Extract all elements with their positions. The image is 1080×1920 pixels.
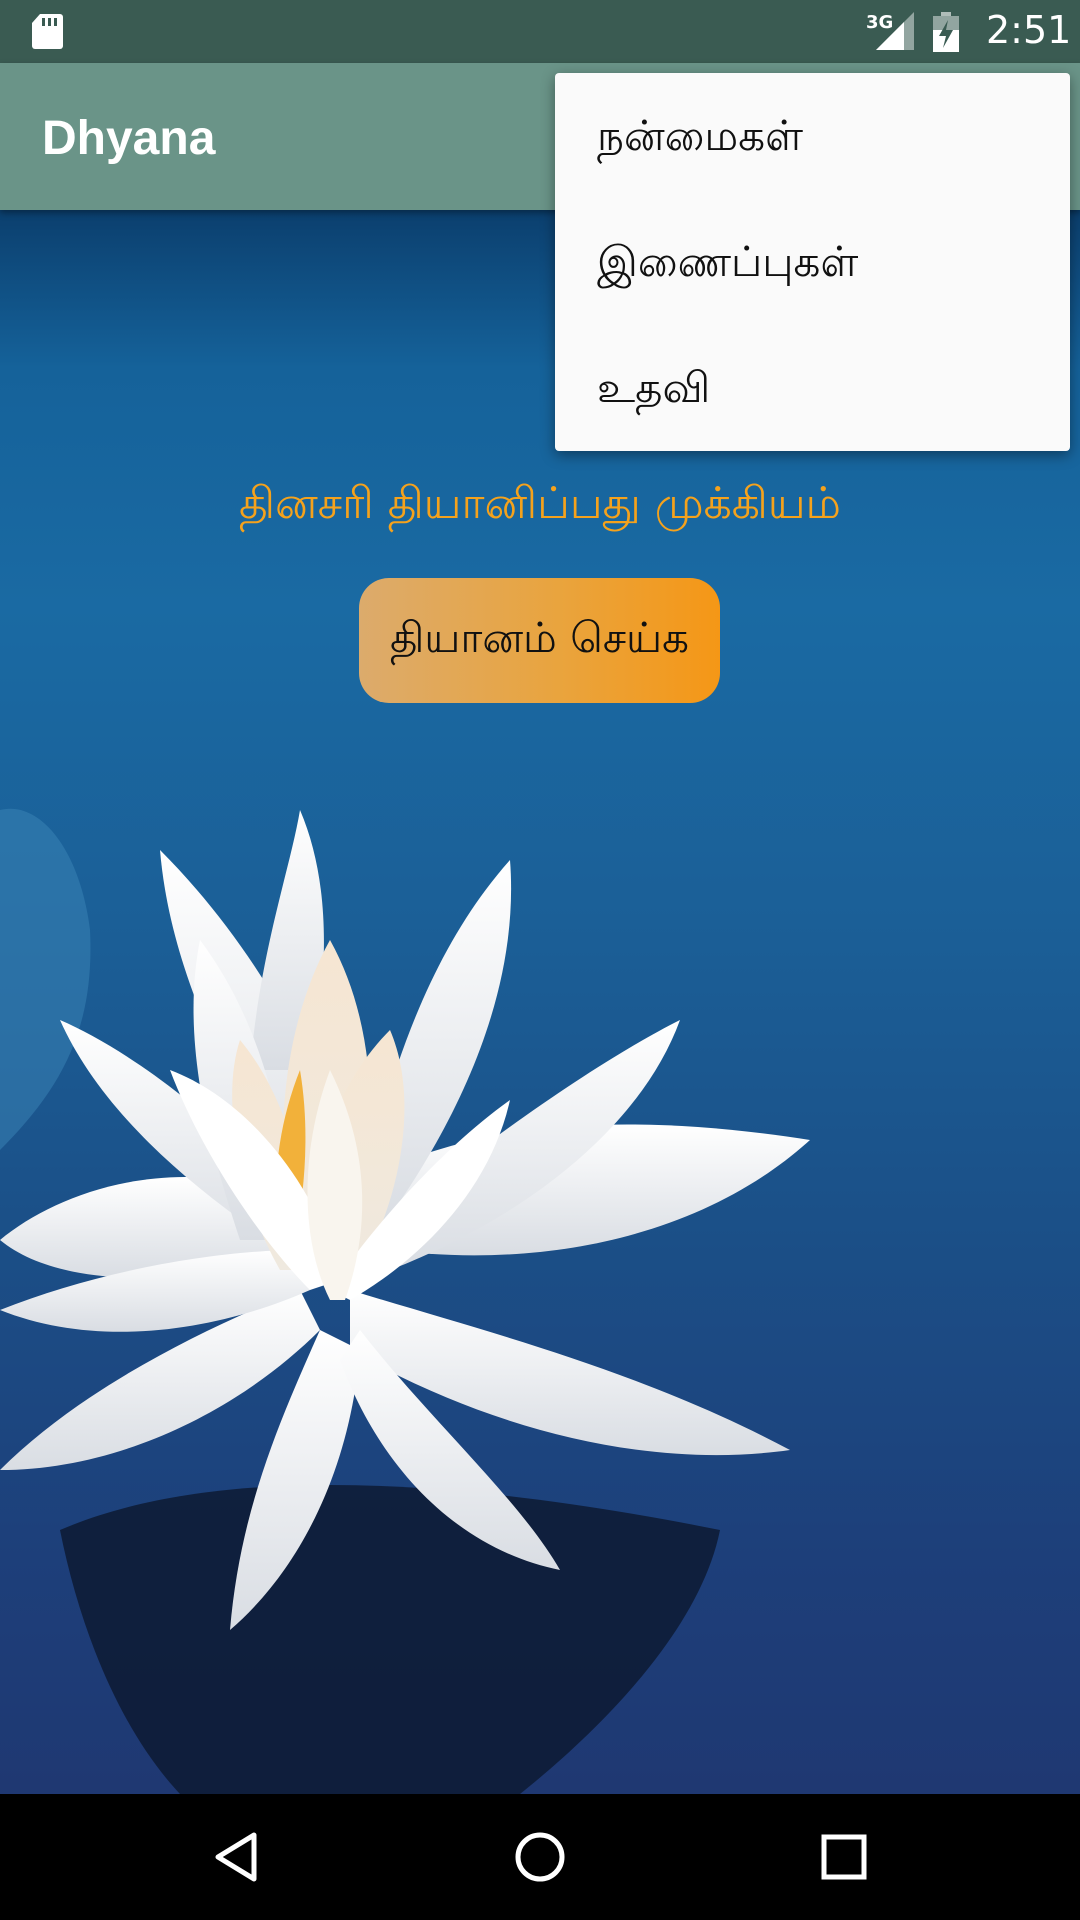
clock: 2:51 [986,8,1072,52]
status-bar [0,0,1080,63]
meditate-button[interactable]: தியானம் செய்க [359,578,720,703]
navigation-bar [0,1794,1080,1920]
battery-charging-icon [932,12,960,52]
lotus-image [0,770,840,1794]
back-icon[interactable] [206,1827,266,1887]
menu-item-benefits[interactable]: நன்மைகள் [597,111,803,160]
recents-icon[interactable] [814,1827,874,1887]
daily-meditation-motto: தினசரி தியானிப்பது முக்கியம் [239,478,841,529]
menu-item-help[interactable]: உதவி [597,363,711,412]
app-title: Dhyana [42,112,216,165]
sd-card-icon [30,12,64,50]
home-icon[interactable] [510,1827,570,1887]
network-type-label: 3G [866,12,894,33]
overflow-menu [555,73,1070,451]
menu-item-links[interactable]: இணைப்புகள் [597,237,859,286]
signal-icon [870,12,914,50]
